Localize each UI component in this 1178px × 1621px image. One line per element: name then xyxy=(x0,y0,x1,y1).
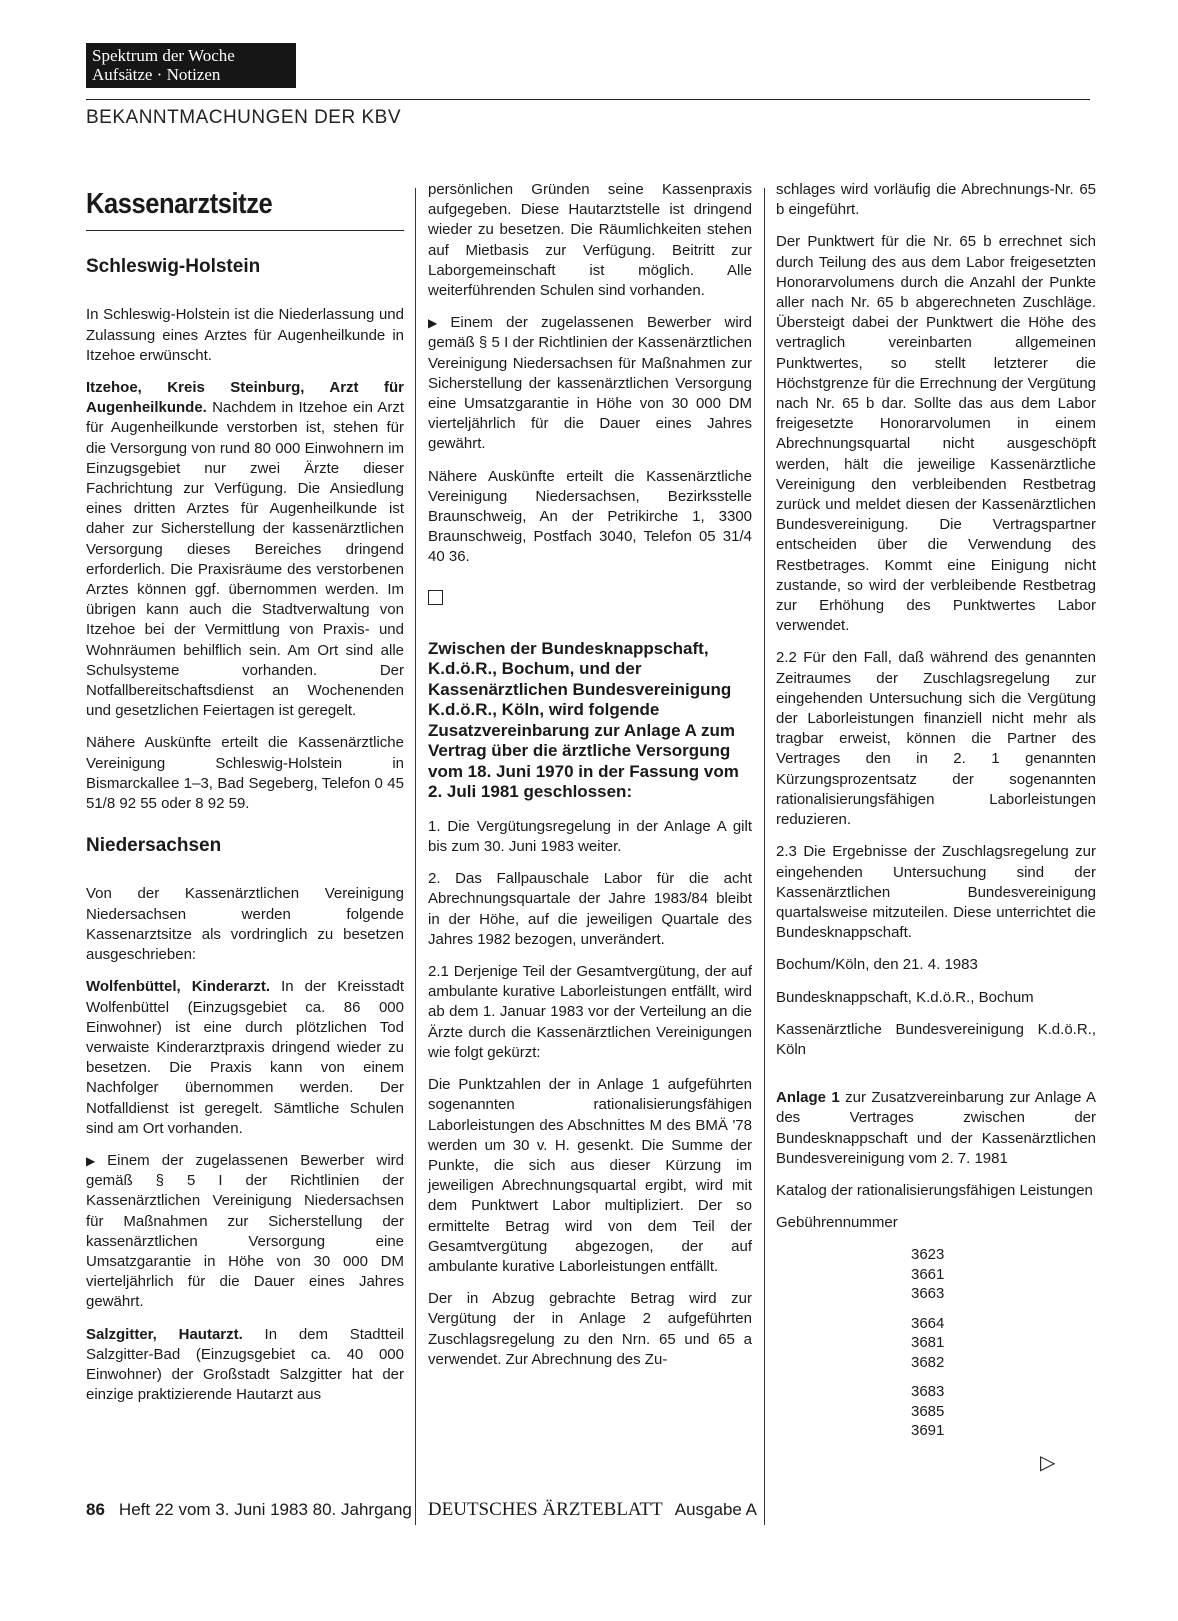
column-divider xyxy=(415,188,416,1525)
paragraph: 1. Die Vergütungsregelung in der Anlage A gilt bis zum 30. Juni 1983 weiter. xyxy=(428,817,752,856)
column-1 xyxy=(86,180,404,1417)
region-heading-niedersachsen: Niedersachsen xyxy=(86,835,222,857)
paragraph-guarantee: ▶ Einem der zugelassenen Bewerber wird gemäß § 5 I der Richtlinien der Kassenärztlichen Vereinigung Niedersachsen für Maßnahmen zur Sicherstellung der kassenärztlichen Versorgung eine Umsatzgarantie in Höhe von 30 000 DM vierteljährlich für die Dauer eines Jahres gewährt. xyxy=(428,314,752,453)
end-square-icon xyxy=(428,590,443,605)
fee-code: 3663 xyxy=(911,1285,945,1303)
fee-code: 3683 xyxy=(911,1383,945,1401)
page-number: 86 xyxy=(86,1500,105,1519)
fee-code: 3623 xyxy=(911,1246,945,1264)
fee-code: 3682 xyxy=(911,1353,945,1371)
annex-label: Anlage 1 xyxy=(776,1089,840,1107)
paragraph: Der Punktwert für die Nr. 65 b errechnet sich durch Teilung des aus dem Labor freigesetzten Honorarvolumens durch die Anzahl der Punkte aller nach Nr. 65 b abgerechneten Zuschläge. Übersteigt dabei der Punktwert die Höhe des vertraglich vereinbarten allgemeinen Punktwertes, so stellt letzterer die Höchstgrenze für die Errechnung der Vergütung nach Nr. 65 b dar. Sollte das aus dem Labor freigesetzte Honorarvolumen in einem Abrechnungsquartal nicht ausgeschöpft werden, hält die jeweilige Kassenärztliche Vereinigung den verbleibenden Restbetrag zurück und meldet diesen der Kassenärztlichen Bundesvereinigung. Die Vertragspartner entscheiden über die Verwendung des Restbetrages. Kommt eine Einigung nicht zustande, so wird der verbleibende Restbetrag zur Erhöhung des Punktwertes Labor verwendet. xyxy=(776,233,1096,635)
paragraph-guarantee: ▶ Einem der zugelassenen Bewerber wird gemäß § 5 I der Richtlinien der Kassenärztlichen Vereinigung Niedersachsen für Maßnahmen zur Sicherstellung der kassenärztlichen Versorgung eine Umsatzgarantie in Höhe von 30 000 DM vierteljährlich für die Dauer eines Jahres gewährt. xyxy=(86,1151,404,1311)
paragraph: persönlichen Gründen seine Kassenpraxis aufgegeben. Diese Hautarztstelle ist dringend wieder zu besetzen. Die Räumlichkeiten stehen auf Mietbasis zur Verfügung. Beitritt zur Laborgemeinschaft ist möglich. Alle weiterführenden Schulen sind vorhanden. xyxy=(428,181,752,300)
title-rule xyxy=(86,230,404,231)
paragraph-lead: Itzehoe, Kreis Steinburg, Arzt für Augenheilkunde. xyxy=(86,379,404,417)
paragraph-lead: Salzgitter, Hautarzt. xyxy=(86,1325,243,1343)
section-header: BEKANNTMACHUNGEN DER KBV xyxy=(86,107,401,128)
issue-info: Heft 22 vom 3. Juni 1983 80. Jahrgang xyxy=(118,1500,412,1519)
fee-code: 3664 xyxy=(911,1314,945,1332)
signatory: Bundesknappschaft, K.d.ö.R., Bochum xyxy=(776,988,1034,1006)
paragraph: Von der Kassenärztlichen Vereinigung Niedersachsen werden folgende Kassenarztsitze als vordringlich zu besetzen ausgeschrieben: xyxy=(86,885,404,964)
column-2 xyxy=(428,180,752,1382)
bullet-arrow-icon: ▶ xyxy=(428,316,447,331)
fee-code-list xyxy=(911,1245,1096,1441)
paragraph: 2. Das Fallpauschale Labor für die acht Abrechnungsquartale der Jahre 1983/84 bleibt in der Höhe, auf die jeweiligen Quartale des Jahres 1982 bezogen, unverändert. xyxy=(428,870,752,948)
paragraph: Katalog der rationalisierungsfähigen Leistungen xyxy=(776,1181,1093,1199)
paragraph: 2.3 Die Ergebnisse der Zuschlagsregelung zur eingehenden Untersuchung sind der Kassenärztlichen Bundesvereinigung quartalsweise mitzuteilen. Diese unterrichtet die Bundesknappschaft. xyxy=(776,843,1096,942)
fee-code: 3661 xyxy=(911,1265,945,1283)
code-list-heading: Gebührennummer xyxy=(776,1214,898,1232)
column-3 xyxy=(776,180,1096,1441)
fee-code: 3685 xyxy=(911,1402,945,1420)
paragraph-itzehoe: Itzehoe, Kreis Steinburg, Arzt für Augenheilkunde. Nachdem in Itzehoe ein Arzt für Augenheilkunde verstorben ist, stehen für die Versorgung von rund 80 000 Einwohnern im Einzugsgebiet nur zwei Ärzte dieser Fachrichtung zur Verfügung. Die Ansiedlung eines dritten Arztes für Augenheilkunde ist daher zur Sicherstellung der kassenärztlichen Versorgung dieses Bereiches dringend erforderlich. Die Praxisräume des verstorbenen Arztes können ggf. übernommen werden. Im übrigen kann auch die Stadtverwaltung von Itzehoe bei der Vermittlung von Praxis- und Wohnräumen behilflich sein. Am Ort sind alle Schulsysteme vorhanden. Der Notfallbereitschaftsdienst an Wochenenden und gesetzlichen Feiertagen ist geregelt. xyxy=(86,379,404,720)
paragraph-contact: Nähere Auskünfte erteilt die Kassenärztliche Vereinigung Niedersachsen, Bezirksstelle Braunschweig, An der Petrikirche 1, 3300 Braunschweig, Postfach 3040, Telefon 05 31/4 40 36. xyxy=(428,467,752,566)
section-label-box xyxy=(86,43,296,88)
continue-arrow-icon: ▷ xyxy=(1040,1452,1056,1474)
section-label-line2: Aufsätze · Notizen xyxy=(92,65,221,84)
article-title: Kassenarztsitze xyxy=(86,188,273,220)
region-heading-schleswig-holstein: Schleswig-Holstein xyxy=(86,256,261,278)
fee-code: 3691 xyxy=(911,1422,945,1440)
agreement-title: Zwischen der Bundesknappschaft, K.d.ö.R., Bochum, und der Kassenärztlichen Bundesvereinigung K.d.ö.R., Köln, wird folgende Zusatzvereinbarung zur Anlage A zum Vertrag über die ärztliche Versorgung vom 18. Juni 1970 in der Fassung vom 2. Juli 1981 geschlossen: xyxy=(428,638,739,802)
paragraph-lead: Wolfenbüttel, Kinderarzt. xyxy=(86,978,271,996)
paragraph: 2.2 Für den Fall, daß während des genannten Zeitraumes der Zuschlagsregelung zur eingehenden Untersuchung sich die Vergütung der Laborleistungen finanziell nicht mehr als tragbar erweist, können die Partner des Vertrages den in 2. 1 genannten Kürzungsprozentsatz der sogenannten rationalisierungsfähigen Laborleistungen reduzieren. xyxy=(776,649,1096,829)
signature-date: Bochum/Köln, den 21. 4. 1983 xyxy=(776,956,978,974)
paragraph-contact: Nähere Auskünfte erteilt die Kassenärztliche Vereinigung Schleswig-Holstein in Bismarckallee 1–3, Bad Segeberg, Telefon 0 45 51/8 92 55 oder 8 92 59. xyxy=(86,734,404,813)
paragraph-wolfenbuettel: Wolfenbüttel, Kinderarzt. In der Kreisstadt Wolfenbüttel (Einzugsgebiet ca. 86 000 Einwohner) ist eine durch plötzlichen Tod verwaiste Kinderarztpraxis dringend wieder zu besetzen. Die Praxis kann von einem Nachfolger übernommen werden. Der Notfalldienst ist geregelt. Sämtliche Schulen sind am Ort vorhanden. xyxy=(86,978,404,1137)
annex-heading: Anlage 1 zur Zusatzvereinbarung zur Anlage A des Vertrages zwischen der Bundesknappschaft und der Kassenärztlichen Bundesvereinigung vom 2. 7. 1981 xyxy=(776,1089,1096,1167)
section-label-line1: Spektrum der Woche xyxy=(92,46,235,65)
fee-code: 3681 xyxy=(911,1334,945,1352)
journal-name: DEUTSCHES ÄRZTEBLATT xyxy=(427,1499,663,1520)
paragraph: 2.1 Derjenige Teil der Gesamtvergütung, der auf ambulante kurative Laborleistungen entfällt, wird ab dem 1. Januar 1983 vor der Verteilung an die Ärzte durch die Kassenärztlichen Vereinigungen wie folgt gekürzt: xyxy=(428,963,752,1061)
column-divider xyxy=(764,188,765,1525)
paragraph: Die Punktzahlen der in Anlage 1 aufgeführten sogenannten rationalisierungsfähigen Laborleistungen des Abschnittes M des BMÄ '78 werden um 30 v. H. gesenkt. Die Summe der Punkte, die sich aus dieser Kürzung im jeweiligen Abrechnungsquartal ergibt, wird mit dem Punktwert Labor multipliziert. Der so ermittelte Betrag wird von dem Teil der Gesamtvergütung abgezogen, der auf ambulante kurative Laborleistungen entfällt. xyxy=(428,1076,752,1275)
bullet-arrow-icon: ▶ xyxy=(86,1153,104,1168)
signatory: Kassenärztliche Bundesvereinigung K.d.ö.R., Köln xyxy=(776,1020,1096,1058)
header-rule xyxy=(86,99,1090,100)
edition: Ausgabe A xyxy=(674,1500,757,1519)
paragraph: Der in Abzug gebrachte Betrag wird zur Vergütung der in Anlage 2 aufgeführten Zuschlagsregelung zu den Nrn. 65 und 65 a verwendet. Zur Abrechnung des Zu- xyxy=(428,1290,752,1368)
paragraph: schlages wird vorläufig die Abrechnungs-Nr. 65 b eingeführt. xyxy=(776,181,1096,219)
paragraph: In Schleswig-Holstein ist die Niederlassung und Zulassung eines Arztes für Augenheilkunde in Itzehoe erwünscht. xyxy=(86,306,404,364)
paragraph-salzgitter: Salzgitter, Hautarzt. In dem Stadtteil Salzgitter-Bad (Einzugsgebiet ca. 40 000 Einwohner) der Großstadt Salzgitter hat der einzige praktizierende Hautarzt aus xyxy=(86,1325,404,1404)
page-footer xyxy=(86,1499,757,1521)
